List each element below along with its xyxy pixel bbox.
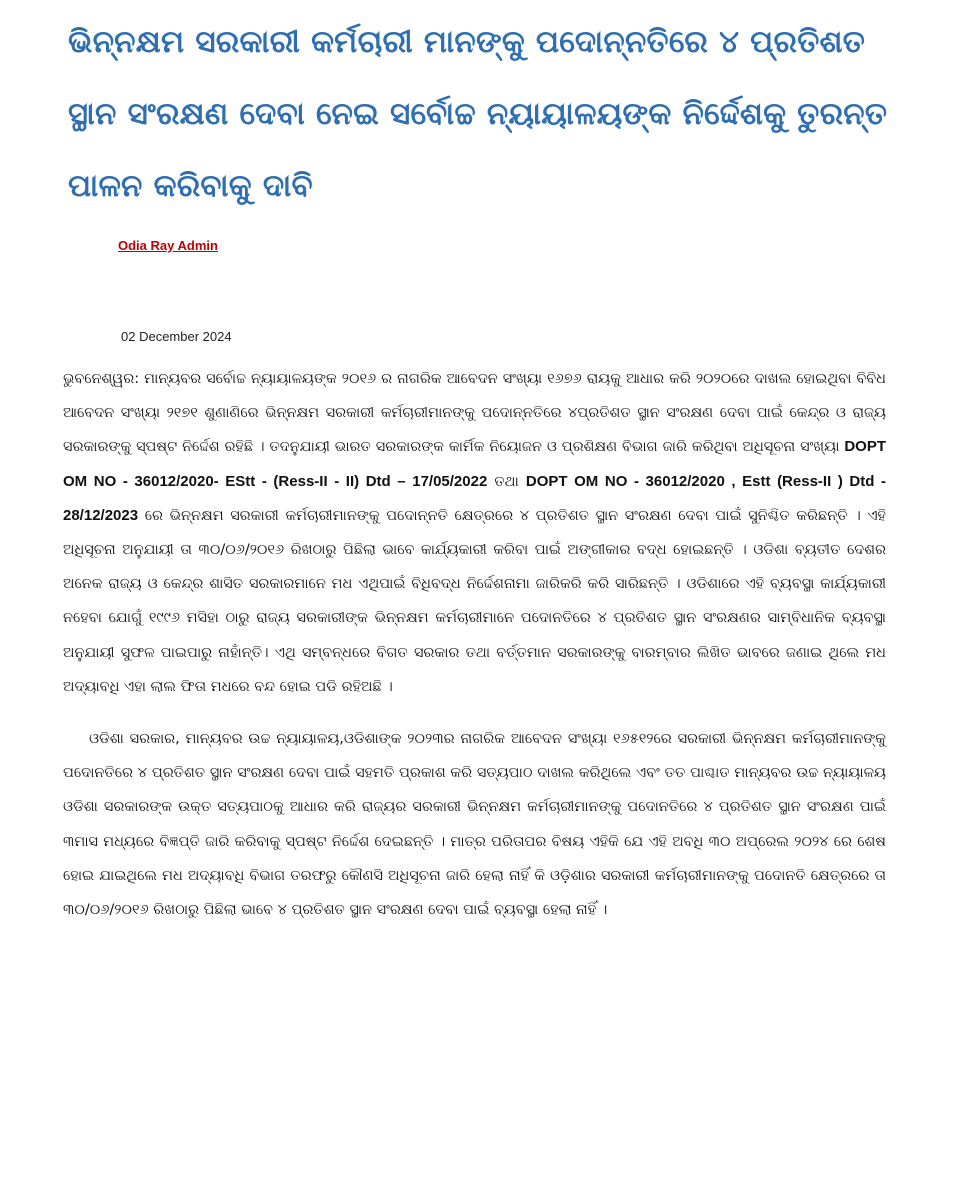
body-paragraph-1 bbox=[63, 362, 886, 704]
dopt-reference-2: DOPT OM NO - 36012/2020 , Estt (Ress-II ) Dtd - 28/12/2023 bbox=[63, 472, 886, 524]
article-headline: ଭିନ୍ନକ୍ଷମ ସରକାରୀ କର୍ମଚାରୀ ମାନଙ୍କୁ ପଦୋନ୍ନତିରେ ୪ ପ୍ରତିଶତ ସ୍ଥାନ ସଂରକ୍ଷଣ ଦେବା ନେଇ ସର୍ବୋଚ୍ଚ ନ୍ୟାୟାଳୟଙ୍କ ନିର୍ଦ୍ଦେଶକୁ ତୁରନ୍ତ ପାଳନ କରିବାକୁ ଦାବି bbox=[68, 24, 888, 204]
paragraph-1-conjunction: ତଥା bbox=[487, 473, 526, 490]
body-paragraph-2: ଓଡିଶା ସରକାର, ମାନ୍ୟବର ଉଚ୍ଚ ନ୍ୟାୟାଳୟ,ଓଡିଶାଙ୍କ ୨୦୨୩ର ନାଗରିକ ଆବେଦନ ସଂଖ୍ୟା ୧୬୫୧୨ରେ ସରକାରୀ ଭିନ୍ନକ୍ଷମ କର୍ମଚାରୀମାନଙ୍କୁ ପଦୋନତିରେ ୪ ପ୍ରତିଶତ ସ୍ଥାନ ସଂରକ୍ଷଣ ଦେବା ପାଇଁ ସହମତି ପ୍ରକାଶ କରି ସତ୍ୟପାଠ ଦାଖଲ କରିଥିଲେ ଏବଂ ତତ ପାଶ୍ଚାତ ମାନ୍ୟବର ଉଚ୍ଚ ନ୍ୟାୟାଳୟ ଓଡିଶା ସରକାରଙ୍କ ଉକ୍ତ ସତ୍ୟପାଠକୁ ଆଧାର କରି ରାଜ୍ୟର ସରକାରୀ ଭିନ୍ନକ୍ଷମ କର୍ମଚାରୀମାନଙ୍କୁ ପଦୋନତିରେ ୪ ପ୍ରତିଶତ ସ୍ଥାନ ସଂରକ୍ଷଣ ପାଇଁ ୩ମାସ ମଧ୍ୟରେ ବିଜ୍ଞପ୍ତି ଜାରି କରିବାକୁ ସ୍ପଷ୍ଟ ନିର୍ଦ୍ଦେଶ ଦେଇଛନ୍ତି । ମାତ୍ର ପରିତାପର ବିଷୟ ଏହିକି ଯେ ଏହି ଅବଧି ୩୦ ଅପ୍ରେଲ ୨୦୨୪ ରେ ଶେଷ ହୋଇ ଯାଇଥିଲେ ମଧ ଅଦ୍ୟାବଧି ବିଭାଗ ତରଫରୁ କୌଣସି ଅଧିସୂଚନା ଜାରି ହେଲା ନାହିଁ କି ଓଡ଼ିଶାର ସରକାରୀ କର୍ମଚାରୀମାନଙ୍କୁ ପଦୋନତି କ୍ଷେତ୍ରରେ ତା ୩୦/୦୬/୨୦୧୬ ରିଖଠାରୁ ପିଛିଲା ଭାବେ ୪ ପ୍ରତିଶତ ସ୍ଥାନ ସଂରକ୍ଷଣ ଦେବା ପାଇଁ ବ୍ୟବସ୍ଥା ହେଲା ନାହିଁ । bbox=[63, 731, 886, 919]
paragraph-1-text-b: ରେ ଭିନ୍ନକ୍ଷମ ସରକାରୀ କର୍ମଚାରୀମାନଙ୍କୁ ପଦୋନ୍ନତି କ୍ଷେତ୍ରରେ ୪ ପ୍ରତିଶତ ସ୍ଥାନ ସଂରକ୍ଷଣ ଦେବା ପାଇଁ ସୁନିଶ୍ଚିତ କରିଛନ୍ତି । ଏହି ଅଧିସୂଚନା ଅନୁଯାୟୀ ତା ୩୦/୦୬/୨୦୧୬ ରିଖଠାରୁ ପିଛିଲା ଭାବେ କାର୍ଯ୍ୟକାରୀ କରିବା ପାଇଁ ଅଙ୍ଗୀକାର ବଦ୍ଧ ହୋଇଛନ୍ତି । ଓଡିଶା ବ୍ୟତୀତ ଦେଶର ଅନେକ ରାଜ୍ୟ ଓ କେନ୍ଦ୍ର ଶାସିତ ସରକାରମାନେ ମଧ ଏଥିପାଇଁ ବିଧିବଦ୍ଧ ନିର୍ଦ୍ଦେଶନାମା ଜାରିକରି କରି ସାରିଛନ୍ତି । ଓଡିଶାରେ ଏହି ବ୍ୟବସ୍ଥା କାର୍ଯ୍ୟକାରୀ ନହେବା ଯୋଗୁଁ ୧୯୯୬ ମସିହା ଠାରୁ ରାଜ୍ୟ ସରକାରୀଙ୍କ ଭିନ୍ନକ୍ଷମ କର୍ମଚାରୀମାନେ ପଦୋନତିରେ ୪ ପ୍ରତିଶତ ସ୍ଥାନ ସଂରକ୍ଷଣର ସାମ୍ବିଧାନିକ ବ୍ୟବସ୍ଥା ଅନୁଯାୟୀ ସୁଫଳ ପାଇପାରୁ ନାହାଁନ୍ତି। ଏଥି ସମ୍ବନ୍ଧରେ ବିଗତ ସରକାର ତଥା ବର୍ତ୍ତମାନ ସରକାରଙ୍କୁ ବାରମ୍ବାର ଲିଖିତ ଭାବରେ ଜଣାଇ ଥିଲେ ମଧ ଅଦ୍ୟାବଧି ଏହା ଲାଲ ଫିତା ମଧରେ ବନ୍ଦ ହୋଇ ପଡି ରହିଅଛି । bbox=[63, 507, 886, 695]
article-body bbox=[63, 362, 886, 927]
paragraph-1-text-a: ଭୁବନେଶ୍ୱର: ମାନ୍ୟବର ସର୍ବୋଚ୍ଚ ନ୍ୟାୟାଳୟଙ୍କ ୨୦୧୬ ର ନାଗରିକ ଆବେଦନ ସଂଖ୍ୟା ୧୬୭୬ ରାୟକୁ ଆଧାର କରି ୨୦୨୦ରେ ଦାଖଲ ହୋଇଥିବା ବିବିଧ ଆବେଦନ ସଂଖ୍ୟା ୨୧୭୧ ଶୁଣାଣିରେ ଭିନ୍ନକ୍ଷମ ସରକାରୀ କର୍ମଚାରୀମାନଙ୍କୁ ପଦୋନ୍ନତିରେ ୪ପ୍ରତିଶତ ସ୍ଥାନ ସଂରକ୍ଷଣ ଦେବା ପାଇଁ କେନ୍ଦ୍ର ଓ ରାଜ୍ୟ ସରକାରଙ୍କୁ ସ୍ପଷ୍ଟ ନିର୍ଦ୍ଦେଶ ରହିଛି । ତଦନୁଯାୟୀ ଭାରତ ସରକାରଙ୍କ କାର୍ମିକ ନିୟୋଜନ ଓ ପ୍ରଶିକ୍ଷଣ ବିଭାଗ ଜାରି କରିଥିବା ଅଧିସୂଚନା ସଂଖ୍ୟା bbox=[63, 371, 886, 456]
author-byline[interactable]: Odia Ray Admin bbox=[118, 238, 218, 253]
publish-date: 02 December 2024 bbox=[121, 329, 232, 344]
dopt-reference-1: DOPT OM NO - 36012/2020- EStt - (Ress-II - II) Dtd – 17/05/2022 bbox=[63, 438, 886, 490]
